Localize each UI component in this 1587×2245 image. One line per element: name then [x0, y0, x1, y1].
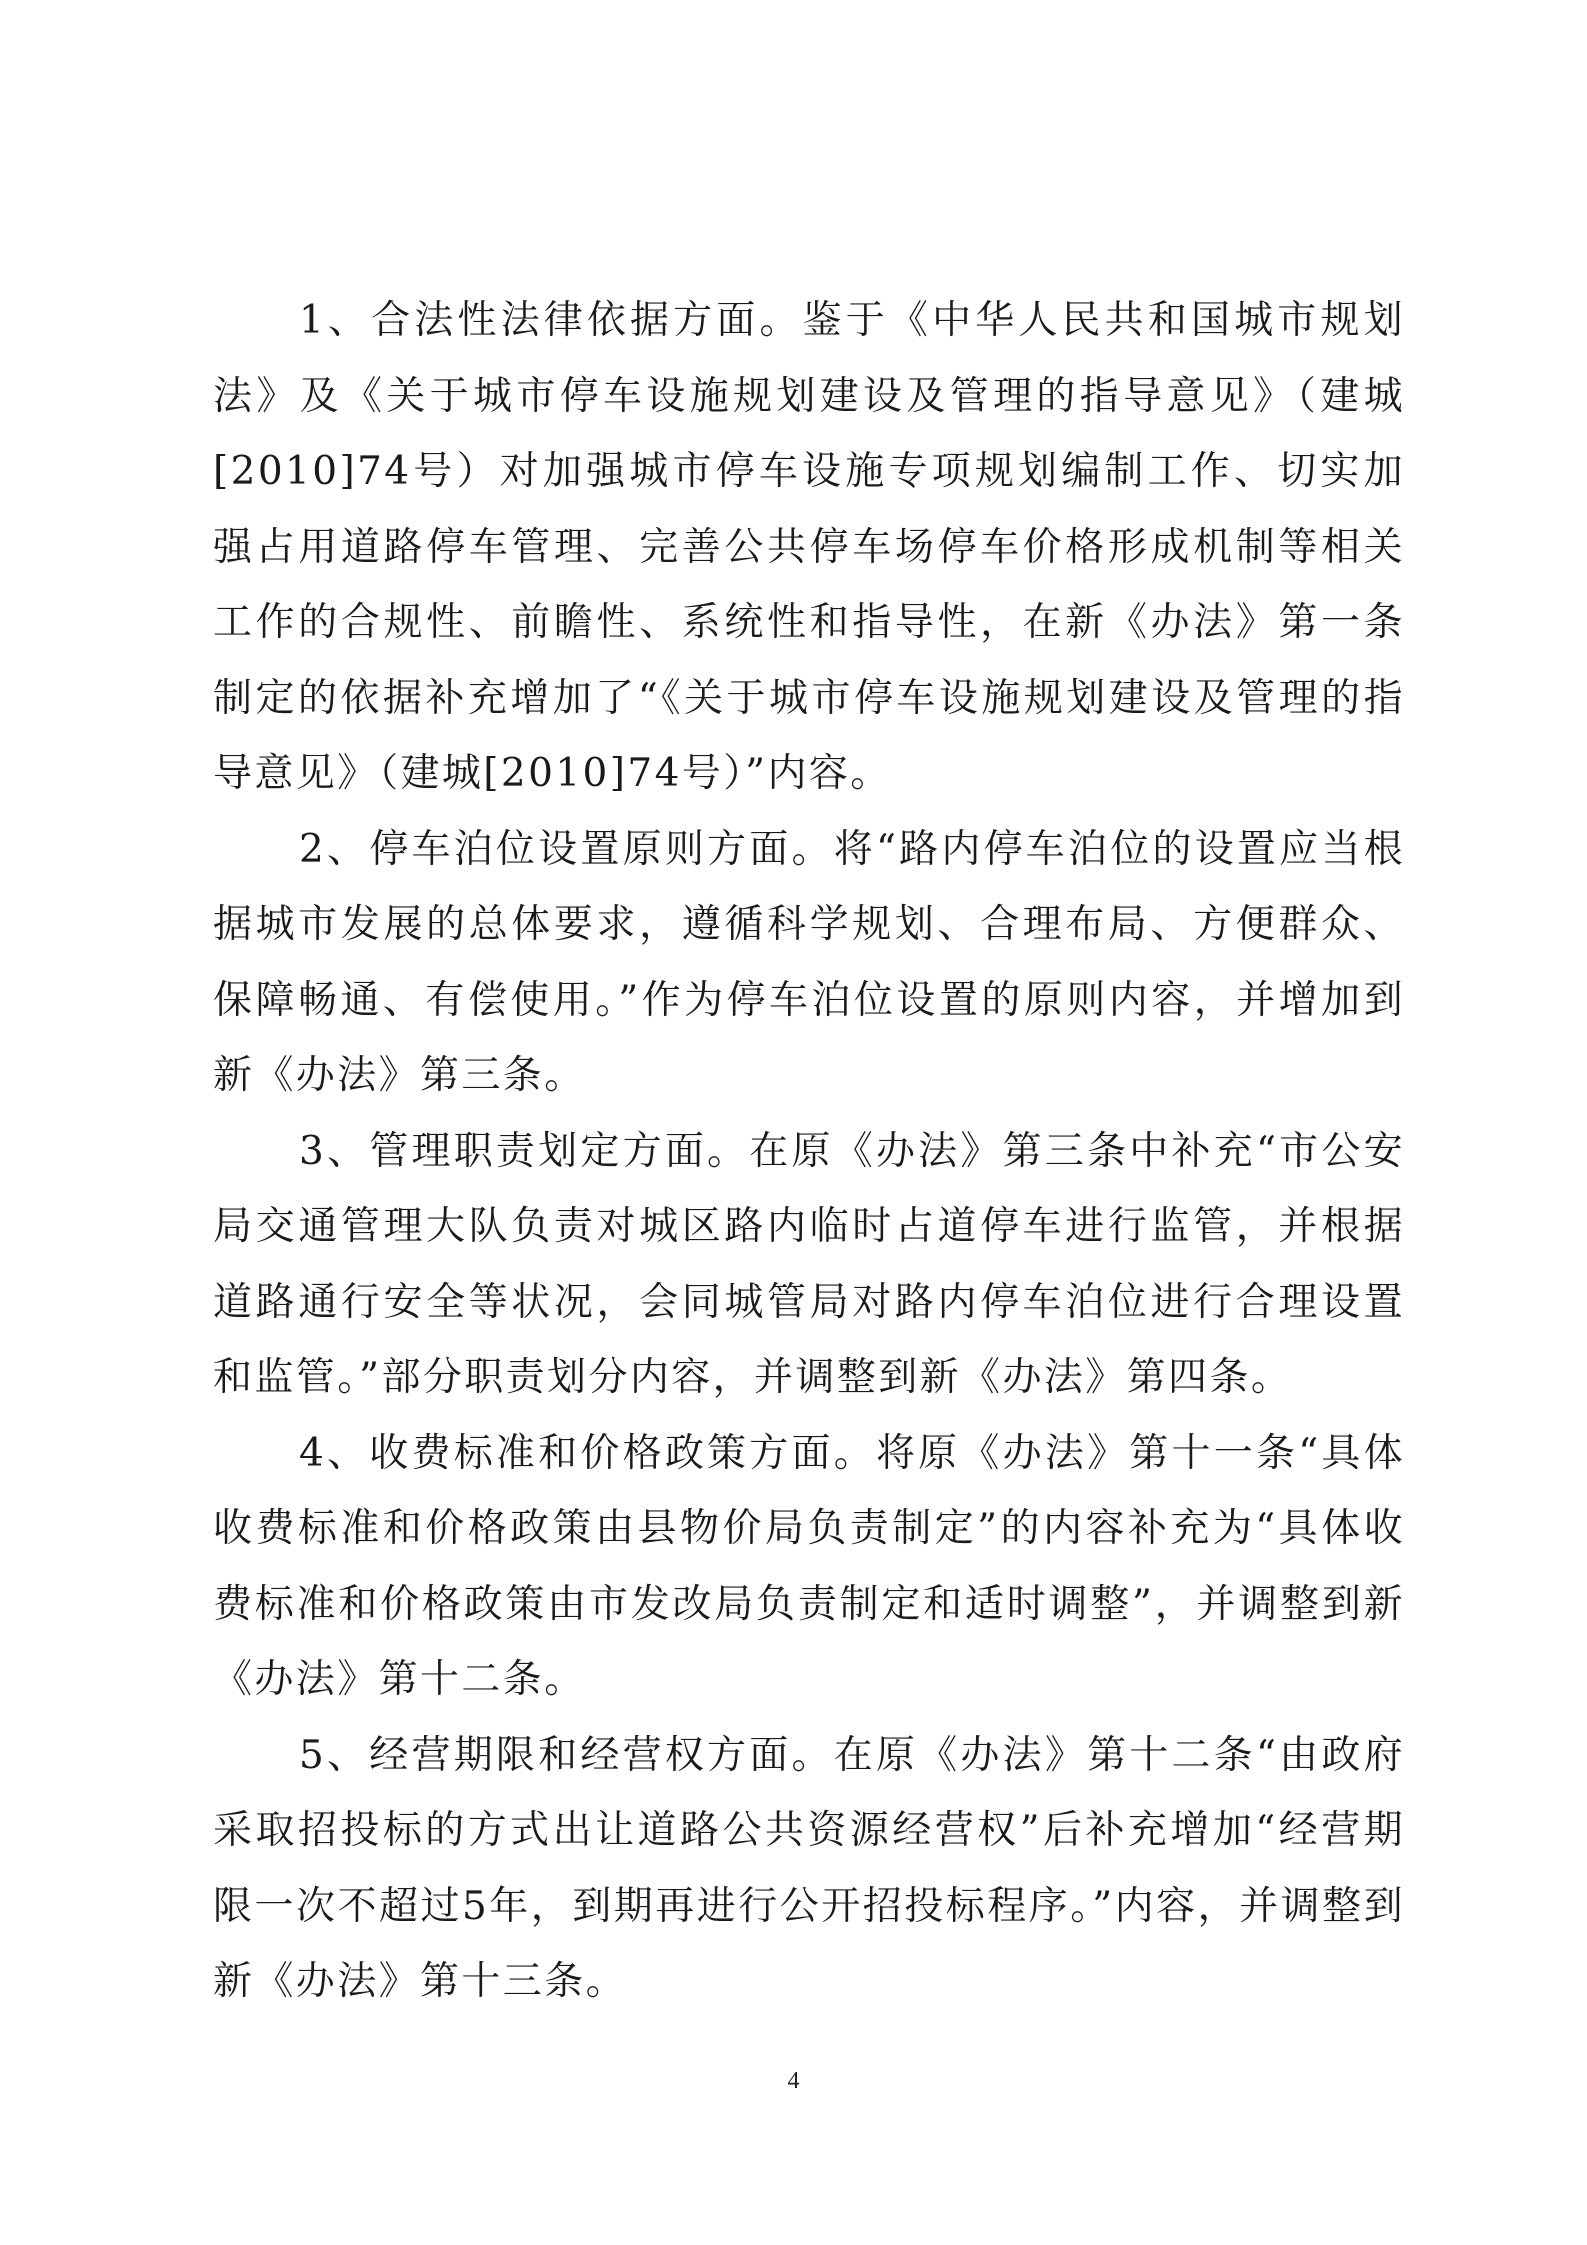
page-number: 4 — [787, 2068, 800, 2094]
paragraph-legal-basis: 1、合法性法律依据方面。鉴于《中华人民共和国城市规划法》及《关于城市停车设施规划建设及管理的指导意见》（建城[2010]74号）对加强城市停车设施专项规划编制工作、切实加强占用道路停车管理、完善公共停车场停车价格形成机制等相关工作的合规性、前瞻性、系统性和指导性，在新《办法》第一条制定的依据补充增加了“《关于城市停车设施规划建设及管理的指导意见》（建城[2010]74号）”内容。 — [213, 298, 1405, 796]
paragraph-parking-principles: 2、停车泊位设置原则方面。将“路内停车泊位的设置应当根据城市发展的总体要求，遵循科学规划、合理布局、方便群众、保障畅通、有偿使用。”作为停车泊位设置的原则内容，并增加到新《办法》第三条。 — [213, 826, 1405, 1098]
document-body — [213, 283, 1405, 2020]
paragraph-operation-period: 5、经营期限和经营权方面。在原《办法》第十二条“由政府采取招投标的方式出让道路公共资源经营权”后补充增加“经营期限一次不超过5年，到期再进行公开招投标程序。”内容，并调整到新《办法》第十三条。 — [213, 1732, 1405, 2004]
paragraph-management-duties: 3、管理职责划定方面。在原《办法》第三条中补充“市公安局交通管理大队负责对城区路内临时占道停车进行监管，并根据道路通行安全等状况，会同城管局对路内停车泊位进行合理设置和监管。”部分职责划分内容，并调整到新《办法》第四条。 — [213, 1128, 1405, 1400]
paragraph-fee-standards: 4、收费标准和价格政策方面。将原《办法》第十一条“具体收费标准和价格政策由县物价局负责制定”的内容补充为“具体收费标准和价格政策由市发改局负责制定和适时调整”，并调整到新《办法》第十二条。 — [213, 1430, 1405, 1702]
